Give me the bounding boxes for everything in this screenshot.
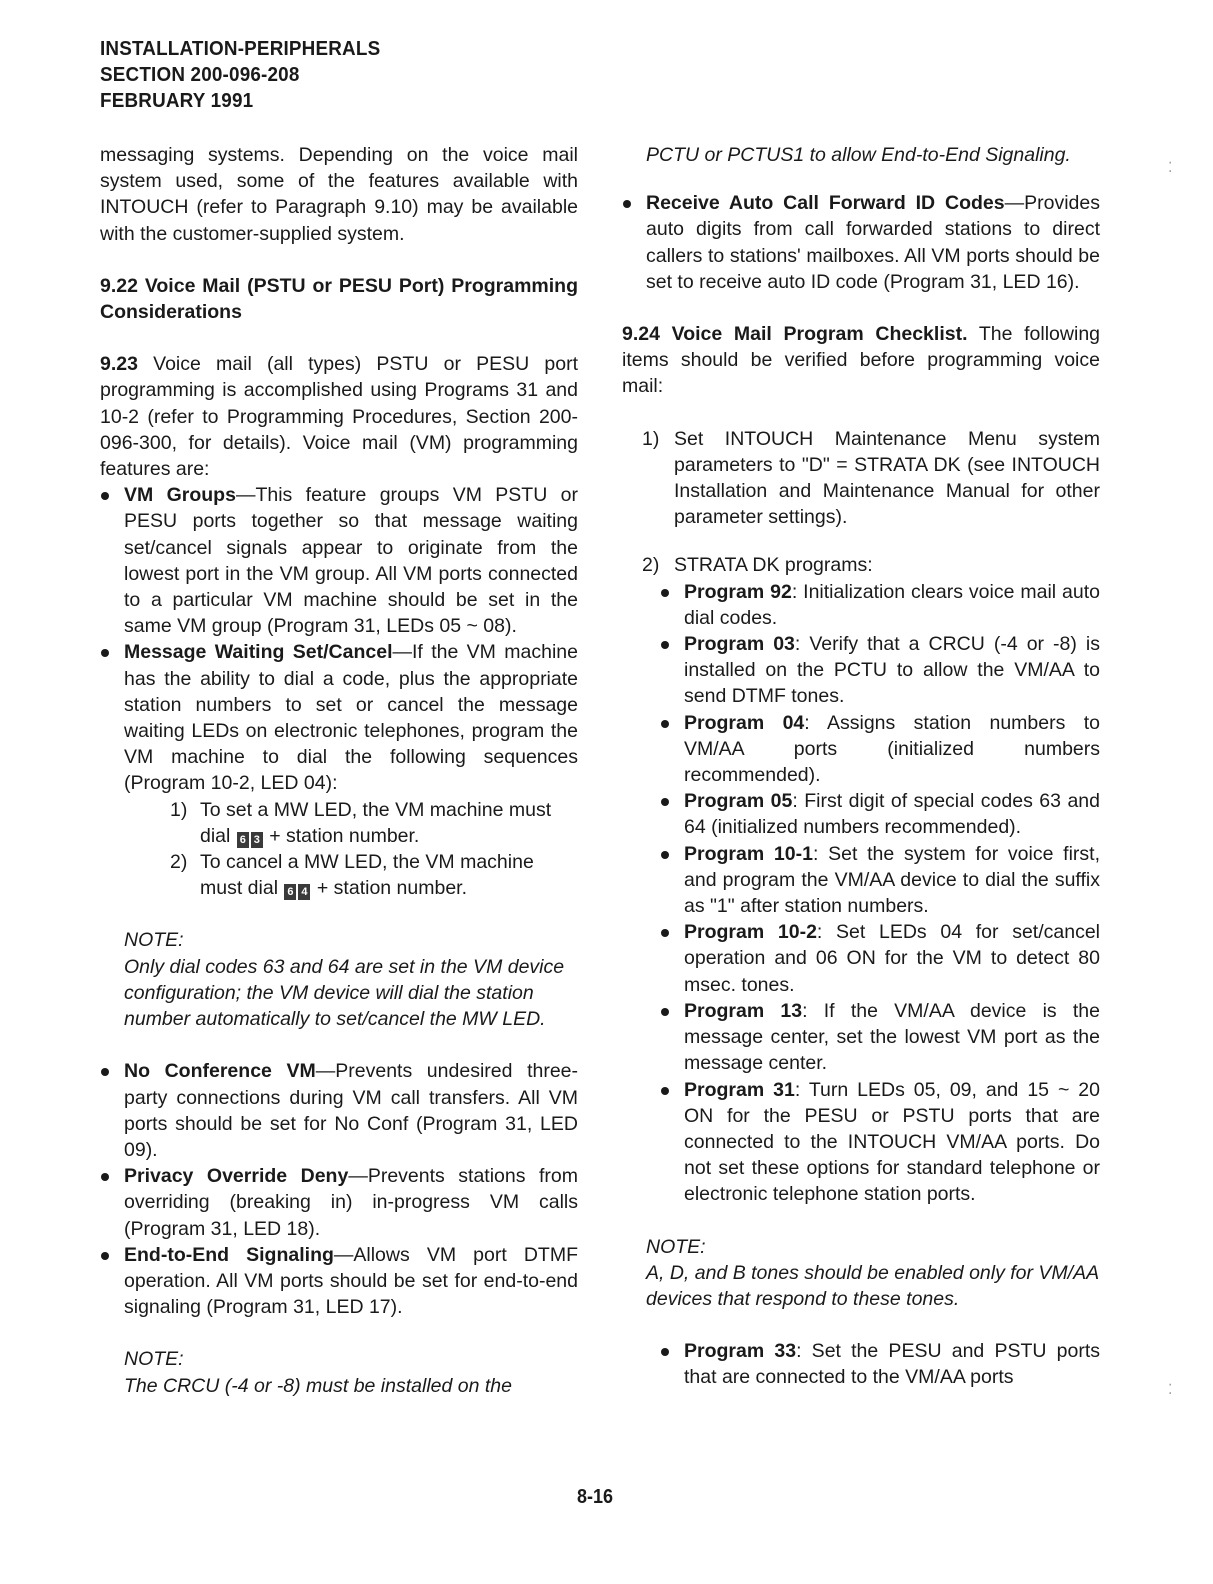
checklist-item-2: 2) STRATA DK programs: (642, 554, 873, 577)
bullet-no-conference (100, 1058, 578, 1163)
scan-speck: ⁚ (1168, 159, 1173, 175)
bullet-vm-groups (100, 482, 578, 639)
header-line-1: INSTALLATION-PERIPHERALS (100, 37, 381, 60)
note-label: NOTE: (646, 1235, 706, 1258)
note-crcu (100, 1346, 578, 1398)
left-column (100, 142, 578, 1399)
paragraph-number: 9.23 (100, 353, 138, 376)
program-10-2: Program 10-2: Set LEDs 04 for set/cancel operation and 06 ON for the VM to detect 80 msec. tones. (660, 919, 1100, 998)
note-text: A, D, and B tones should be enabled only for VM/AA devices that respond to these tones. (646, 1261, 1099, 1310)
paragraph-9-24: 9.24 Voice Mail Program Checklist. The following items should be verified before programming voice mail: (622, 323, 1101, 398)
section-heading-9-24: 9.24 Voice Mail Program Checklist. (622, 323, 968, 346)
bullet-privacy-override (100, 1163, 578, 1242)
program-31: Program 31: Turn LEDs 05, 09, and 15 ~ 20 ON for the PESU or PSTU ports that are connected to the INTOUCH VM/AA ports. Do not set these options for standard telephone or electronic telephone station ports. (660, 1077, 1100, 1208)
section-heading-9-22: 9.22 Voice Mail (PSTU or PESU Port) Programming Considerations (100, 274, 578, 324)
bullet-text: —Allows VM port DTMF operation. All VM ports should be set for end-to-end signaling (Program 31, LED 17). (124, 1243, 578, 1319)
bullet-text: —Prevents undesired three-party connections during VM call transfers. All VM ports should be set for No Conf (Program 31, LED 09). (124, 1060, 579, 1161)
bullet-title: Receive Auto Call Forward ID Codes (646, 192, 1005, 215)
bullet-title: Privacy Override Deny (124, 1165, 349, 1188)
program-05: Program 05: First digit of special codes 63 and 64 (initialized numbers recommended). (660, 788, 1100, 840)
note-label: NOTE: (124, 929, 184, 952)
bullet-text: —Provides auto digits from call forwarded stations to direct callers to stations' mailboxes. All VM ports should be set to receive auto ID code (Program 31, LED 16). (646, 192, 1100, 293)
bullet-title: VM Groups (124, 484, 236, 507)
program-10-1: Program 10-1: Set the system for voice first, and program the VM/AA device to dial the suffix as "1" after station numbers. (660, 841, 1100, 920)
paragraph-9-23: 9.23 Voice mail (all types) PSTU or PESU port programming is accomplished using Programs 31 and 10-2 (refer to Programming Procedures, Section 200-096-300, for details). Voice mail (VM) programming features are: (100, 353, 578, 481)
note-text: The CRCU (-4 or -8) must be installed on the (124, 1374, 512, 1397)
dial-key-4: 4 (298, 884, 310, 900)
dial-key-3: 3 (251, 832, 263, 848)
checklist-item-1: 1) Set INTOUCH Maintenance Menu system parameters to "D" = STRATA DK (see INTOUCH Installation and Maintenance Manual for other parameter settings). (642, 427, 1100, 529)
page-header (100, 36, 380, 114)
bullet-text: —If the VM machine has the ability to dial a code, plus the appropriate station numbers to set or cancel the message waiting LEDs on electronic telephones, program the VM machine to dial the following sequences (Program 10-2, LED 04): (124, 641, 578, 795)
bullet-receive-auto-cf (622, 190, 1100, 295)
bullet-text: —This feature groups VM PSTU or PESU ports together so that message waiting set/cancel signals appear to originate from the lowest port in the VM group. All VM ports connected to a particular VM machine should be set in the same VM group (Program 31, LEDs 05 ~ 08). (124, 484, 578, 638)
bullet-title: End-to-End Signaling (124, 1243, 334, 1266)
bullet-end-to-end (100, 1242, 578, 1321)
bullet-text: —Prevents stations from overriding (breaking in) in-progress VM calls (Program 31, LED 18). (124, 1165, 578, 1240)
note-tones (622, 1234, 1100, 1313)
header-line-3: FEBRUARY 1991 (100, 89, 254, 112)
bullet-title: No Conference VM (124, 1060, 316, 1083)
page-number: 8-16 (577, 1486, 614, 1508)
mw-step-1: 1) To set a MW LED, the VM machine must dial 6 3 + station number. (170, 798, 552, 847)
program-03: Program 03: Verify that a CRCU (-4 or -8) is installed on the PCTU to allow the VM/AA to send DTMF tones. (660, 631, 1100, 710)
bullet-message-waiting (100, 639, 578, 796)
intro-paragraph: messaging systems. Depending on the voice mail system used, some of the features available with INTOUCH (refer to Paragraph 9.10) may be available with the customer-supplied system. (100, 144, 578, 245)
mw-step-2: 2) To cancel a MW LED, the VM machine must dial 6 4 + station number. (170, 851, 534, 900)
program-33: Program 33: Set the PESU and PSTU ports that are connected to the VM/AA ports (660, 1338, 1100, 1390)
program-04: Program 04: Assigns station numbers to VM/AA ports (initialized numbers recommended). (660, 710, 1100, 789)
dial-key-6: 6 (284, 884, 296, 900)
dial-key-6: 6 (237, 832, 249, 848)
scan-speck: ⁚ (1168, 1381, 1173, 1397)
right-column (622, 142, 1100, 1391)
note-label: NOTE: (124, 1348, 184, 1371)
bullet-title: Message Waiting Set/Cancel (124, 641, 393, 664)
program-13: Program 13: If the VM/AA device is the message center, set the lowest VM port as the message center. (660, 998, 1100, 1077)
header-line-2: SECTION 200-096-208 (100, 63, 300, 86)
note-dial-codes (100, 927, 578, 1032)
note-text: Only dial codes 63 and 64 are set in the VM device configuration; the VM device will dial the station number automatically to set/cancel the MW LED. (124, 955, 565, 1031)
program-92: Program 92: Initialization clears voice mail auto dial codes. (660, 579, 1100, 631)
note-continued: PCTU or PCTUS1 to allow End-to-End Signaling. (646, 144, 1071, 166)
